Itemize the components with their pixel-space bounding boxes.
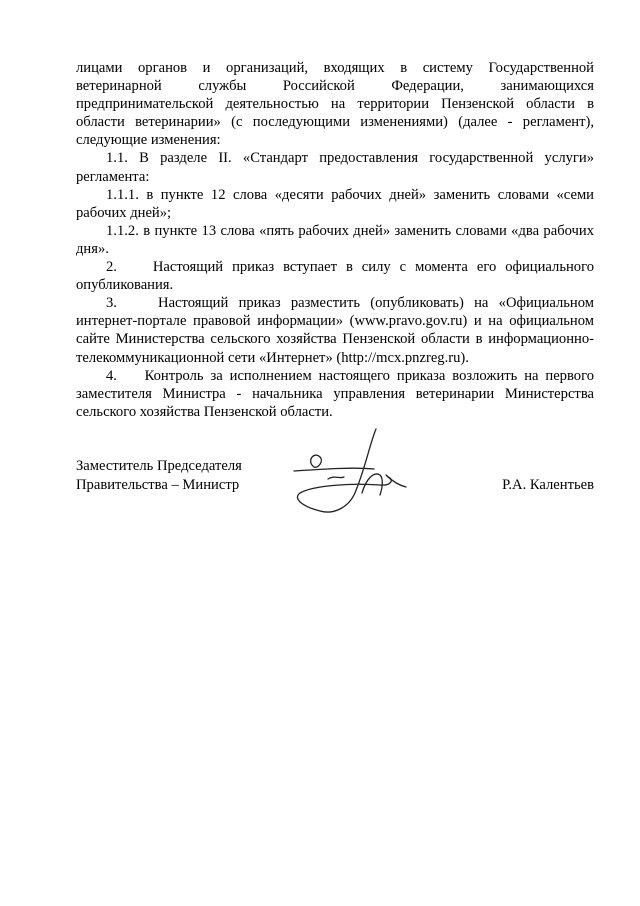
signer-title-line-2: Правительства – Министр — [76, 477, 240, 493]
item-1-1-1: 1.1.1. в пункте 12 слова «десяти рабочих дней» заменить словами «семи рабочих дней»; — [76, 186, 594, 221]
signer-name: Р.А. Калентьев — [502, 477, 594, 493]
item-1-1-2: 1.1.2. в пункте 13 слова «пять рабочих дней» заменить словами «два рабочих дня». — [76, 222, 594, 257]
item-2: 2. Настоящий приказ вступает в силу с момента его официального опубликования. — [76, 259, 594, 294]
signature-block — [76, 457, 594, 537]
item-4: 4. Контроль за исполнением настоящего приказа возложить на первого заместителя Министра - начальника управления ветеринарии Министерства сельского хозяйства Пензенской области. — [76, 367, 594, 420]
item-3: 3. Настоящий приказ разместить (опубликовать) на «Официальном интернет-портале правовой информации» (www.pravo.gov.ru) и на официальном сайте Министерства сельского хозяйства Пензенской области в информационно-телекоммуникационной сети «Интернет» (http://mcx.pnzreg.ru). — [76, 295, 594, 366]
signer-title — [76, 457, 242, 495]
intro-paragraph: лицами органов и организаций, входящих в систему Государственной ветеринарной службы Российской Федерации, занимающихся предпринимательской деятельностью на территории Пензенской области в области ветеринарии» (с последующими изменениями) (далее - регламент), следующие изменения: — [76, 60, 594, 149]
document-body — [76, 59, 594, 421]
signer-title-line-1: Заместитель Председателя — [76, 458, 242, 474]
handwritten-signature — [284, 423, 424, 519]
item-1-1: 1.1. В разделе II. «Стандарт предоставления государственной услуги» регламента: — [76, 150, 594, 185]
